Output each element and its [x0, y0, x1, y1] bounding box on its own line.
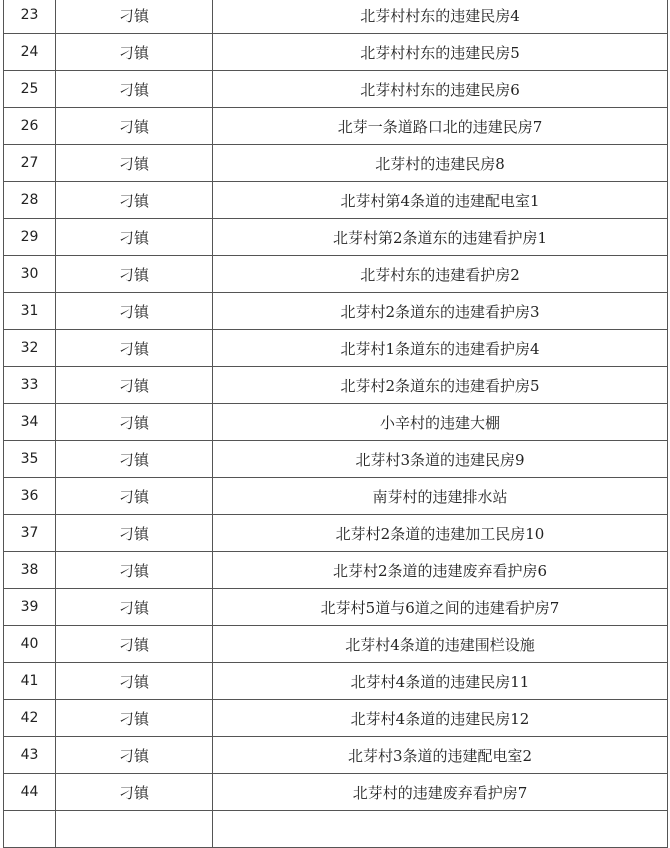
- town-cell: 刁镇: [56, 0, 213, 34]
- row-number-cell: 31: [4, 293, 56, 330]
- description-cell: 北芽村2条道的违建加工民房10: [213, 515, 668, 552]
- table-row: [4, 34, 668, 71]
- table-row: [4, 71, 668, 108]
- description-cell: 北芽村4条道的违建民房12: [213, 700, 668, 737]
- table-row: [4, 663, 668, 700]
- table-body: [4, 0, 668, 848]
- table-row: [4, 774, 668, 811]
- description-cell: 北芽村2条道东的违建看护房5: [213, 367, 668, 404]
- description-cell: 南芽村的违建排水站: [213, 478, 668, 515]
- table-row: [4, 145, 668, 182]
- row-number-cell: 34: [4, 404, 56, 441]
- town-cell: 刁镇: [56, 219, 213, 256]
- description-cell: 北芽村的违建民房8: [213, 145, 668, 182]
- town-cell: 刁镇: [56, 774, 213, 811]
- row-number-cell: 42: [4, 700, 56, 737]
- description-cell: 北芽村3条道的违建民房9: [213, 441, 668, 478]
- row-number-cell: 27: [4, 145, 56, 182]
- town-cell: 刁镇: [56, 293, 213, 330]
- row-number-cell: 35: [4, 441, 56, 478]
- row-number-cell: 26: [4, 108, 56, 145]
- town-cell: 刁镇: [56, 441, 213, 478]
- row-number-cell: 43: [4, 737, 56, 774]
- table-row: [4, 589, 668, 626]
- table-row: [4, 219, 668, 256]
- table-row: [4, 108, 668, 145]
- town-cell: 刁镇: [56, 108, 213, 145]
- row-number-cell: 36: [4, 478, 56, 515]
- town-cell: 刁镇: [56, 330, 213, 367]
- table-row: [4, 404, 668, 441]
- town-cell: 刁镇: [56, 700, 213, 737]
- town-cell: 刁镇: [56, 589, 213, 626]
- description-cell: 北芽村第4条道的违建配电室1: [213, 182, 668, 219]
- table-row: [4, 256, 668, 293]
- row-number-cell: 39: [4, 589, 56, 626]
- table-row: [4, 441, 668, 478]
- row-number-cell: 40: [4, 626, 56, 663]
- town-cell: 刁镇: [56, 404, 213, 441]
- description-cell: 北芽村第2条道东的违建看护房1: [213, 219, 668, 256]
- description-cell: 北芽一条道路口北的违建民房7: [213, 108, 668, 145]
- table-row: [4, 182, 668, 219]
- description-cell: 北芽村3条道的违建配电室2: [213, 737, 668, 774]
- description-cell: [213, 811, 668, 848]
- row-number-cell: 25: [4, 71, 56, 108]
- row-number-cell: 32: [4, 330, 56, 367]
- description-cell: 北芽村的违建废弃看护房7: [213, 774, 668, 811]
- table-row: [4, 737, 668, 774]
- town-cell: 刁镇: [56, 367, 213, 404]
- description-cell: 北芽村2条道的违建废弃看护房6: [213, 552, 668, 589]
- description-cell: 北芽村1条道东的违建看护房4: [213, 330, 668, 367]
- table-row: [4, 515, 668, 552]
- table-row: [4, 293, 668, 330]
- description-cell: 北芽村村东的违建民房5: [213, 34, 668, 71]
- town-cell: [56, 811, 213, 848]
- demolition-list-table: [3, 0, 668, 848]
- town-cell: 刁镇: [56, 552, 213, 589]
- table-row: [4, 330, 668, 367]
- row-number-cell: 33: [4, 367, 56, 404]
- description-cell: 北芽村2条道东的违建看护房3: [213, 293, 668, 330]
- row-number-cell: 38: [4, 552, 56, 589]
- description-cell: 北芽村4条道的违建民房11: [213, 663, 668, 700]
- row-number-cell: 29: [4, 219, 56, 256]
- town-cell: 刁镇: [56, 71, 213, 108]
- description-cell: 小辛村的违建大棚: [213, 404, 668, 441]
- description-cell: 北芽村村东的违建民房4: [213, 0, 668, 34]
- description-cell: 北芽村东的违建看护房2: [213, 256, 668, 293]
- row-number-cell: 44: [4, 774, 56, 811]
- table-row: [4, 552, 668, 589]
- town-cell: 刁镇: [56, 737, 213, 774]
- row-number-cell: 28: [4, 182, 56, 219]
- description-cell: 北芽村村东的违建民房6: [213, 71, 668, 108]
- row-number-cell: 30: [4, 256, 56, 293]
- town-cell: 刁镇: [56, 182, 213, 219]
- town-cell: 刁镇: [56, 478, 213, 515]
- demolition-list-table-container: [3, 0, 667, 848]
- table-row: [4, 626, 668, 663]
- row-number-cell: [4, 811, 56, 848]
- town-cell: 刁镇: [56, 626, 213, 663]
- table-row: [4, 478, 668, 515]
- description-cell: 北芽村5道与6道之间的违建看护房7: [213, 589, 668, 626]
- town-cell: 刁镇: [56, 145, 213, 182]
- table-row: [4, 811, 668, 848]
- table-row: [4, 367, 668, 404]
- town-cell: 刁镇: [56, 256, 213, 293]
- town-cell: 刁镇: [56, 515, 213, 552]
- row-number-cell: 23: [4, 0, 56, 34]
- row-number-cell: 24: [4, 34, 56, 71]
- table-row: [4, 0, 668, 34]
- description-cell: 北芽村4条道的违建围栏设施: [213, 626, 668, 663]
- town-cell: 刁镇: [56, 34, 213, 71]
- row-number-cell: 41: [4, 663, 56, 700]
- town-cell: 刁镇: [56, 663, 213, 700]
- table-row: [4, 700, 668, 737]
- row-number-cell: 37: [4, 515, 56, 552]
